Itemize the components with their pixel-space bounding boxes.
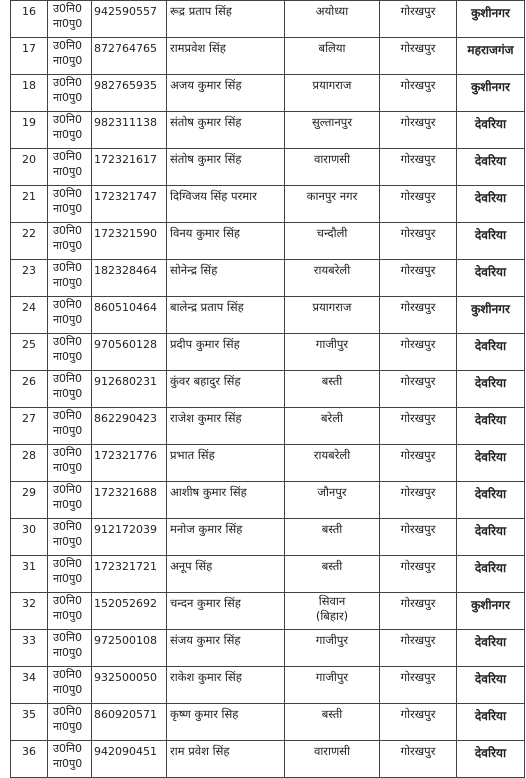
posted-district-cell: देवरिया: [457, 630, 525, 667]
rank-line-2: ना0पु0: [53, 350, 83, 363]
rank-cell: [48, 630, 92, 667]
name-cell: मनोज कुमार सिंह: [167, 519, 285, 556]
table-row: [11, 556, 525, 593]
home-district-cell: [285, 593, 380, 630]
pno-cell: 982765935: [92, 75, 167, 112]
zone-cell: गोरखपुर: [380, 593, 457, 630]
zone-cell: गोरखपुर: [380, 445, 457, 482]
posted-district-cell: महराजगंज: [457, 38, 525, 75]
rank-cell: [48, 112, 92, 149]
name-cell: प्रदीप कुमार सिंह: [167, 334, 285, 371]
table-row: [11, 482, 525, 519]
rank-cell: [48, 186, 92, 223]
home-district-cell: रायबरेली: [285, 260, 380, 297]
home-district-line-2: (बिहार): [315, 609, 349, 623]
rank-cell: [48, 75, 92, 112]
serial-number-cell: 30: [11, 519, 48, 556]
rank-line-2: ना0पु0: [53, 424, 83, 437]
serial-number-cell: 25: [11, 334, 48, 371]
rank-line-2: ना0पु0: [53, 461, 83, 474]
rank-cell: [48, 371, 92, 408]
pno-cell: 942590557: [92, 1, 167, 38]
rank-line-1: उ0नि0: [53, 557, 82, 570]
name-cell: राकेश कुमार सिंह: [167, 667, 285, 704]
home-district-cell: बस्ती: [285, 519, 380, 556]
zone-cell: गोरखपुर: [380, 75, 457, 112]
name-cell: अजय कुमार सिंह: [167, 75, 285, 112]
rank-line-2: ना0पु0: [53, 535, 83, 548]
name-cell: आशीष कुमार सिंह: [167, 482, 285, 519]
rank-line-2: ना0पु0: [53, 646, 83, 659]
home-district-cell: रायबरेली: [285, 445, 380, 482]
posted-district-cell: कुशीनगर: [457, 75, 525, 112]
posted-district-cell: देवरिया: [457, 704, 525, 741]
zone-cell: गोरखपुर: [380, 519, 457, 556]
rank-line-2: ना0पु0: [53, 276, 83, 289]
pno-cell: 172321617: [92, 149, 167, 186]
rank-line-1: उ0नि0: [53, 39, 82, 52]
rank-line-2: ना0पु0: [53, 91, 83, 104]
pno-cell: 972500108: [92, 630, 167, 667]
name-cell: संजय कुमार सिंह: [167, 630, 285, 667]
home-district-cell: सुल्तानपुर: [285, 112, 380, 149]
zone-cell: गोरखपुर: [380, 667, 457, 704]
zone-cell: गोरखपुर: [380, 334, 457, 371]
table-row: [11, 445, 525, 482]
rank-line-1: उ0नि0: [53, 298, 82, 311]
rank-line-1: उ0नि0: [53, 335, 82, 348]
rank-cell: [48, 149, 92, 186]
rank-line-2: ना0पु0: [53, 17, 83, 30]
posted-district-cell: देवरिया: [457, 334, 525, 371]
pno-cell: 172321721: [92, 556, 167, 593]
posted-district-cell: देवरिया: [457, 519, 525, 556]
table-row: [11, 630, 525, 667]
serial-number-cell: 29: [11, 482, 48, 519]
zone-cell: गोरखपुर: [380, 630, 457, 667]
name-cell: चन्दन कुमार सिंह: [167, 593, 285, 630]
zone-cell: गोरखपुर: [380, 38, 457, 75]
rank-line-1: उ0नि0: [53, 520, 82, 533]
serial-number-cell: 26: [11, 371, 48, 408]
serial-number-cell: 21: [11, 186, 48, 223]
home-district-cell: प्रयागराज: [285, 75, 380, 112]
serial-number-cell: 35: [11, 704, 48, 741]
posted-district-cell: कुशीनगर: [457, 1, 525, 38]
pno-cell: 860920571: [92, 704, 167, 741]
zone-cell: गोरखपुर: [380, 223, 457, 260]
rank-cell: [48, 408, 92, 445]
pno-cell: 860510464: [92, 297, 167, 334]
rank-cell: [48, 556, 92, 593]
rank-line-1: उ0नि0: [53, 668, 82, 681]
rank-cell: [48, 1, 92, 38]
table-row: [11, 704, 525, 741]
serial-number-cell: 24: [11, 297, 48, 334]
zone-cell: गोरखपुर: [380, 112, 457, 149]
transfer-list-table: [10, 0, 525, 778]
table-row: [11, 297, 525, 334]
home-district-cell: बस्ती: [285, 371, 380, 408]
posted-district-cell: देवरिया: [457, 149, 525, 186]
serial-number-cell: 16: [11, 1, 48, 38]
serial-number-cell: 23: [11, 260, 48, 297]
rank-cell: [48, 482, 92, 519]
table-row: [11, 408, 525, 445]
table-row: [11, 519, 525, 556]
rank-line-1: उ0नि0: [53, 483, 82, 496]
rank-line-1: उ0नि0: [53, 742, 82, 755]
posted-district-cell: देवरिया: [457, 741, 525, 778]
posted-district-cell: देवरिया: [457, 186, 525, 223]
rank-cell: [48, 704, 92, 741]
zone-cell: गोरखपुर: [380, 371, 457, 408]
name-cell: कुंवर बहादुर सिंह: [167, 371, 285, 408]
table-row: [11, 593, 525, 630]
rank-line-1: उ0नि0: [53, 2, 82, 15]
posted-district-cell: देवरिया: [457, 112, 525, 149]
table-row: [11, 38, 525, 75]
zone-cell: गोरखपुर: [380, 186, 457, 223]
posted-district-cell: देवरिया: [457, 667, 525, 704]
pno-cell: 982311138: [92, 112, 167, 149]
home-district-cell: बलिया: [285, 38, 380, 75]
pno-cell: 182328464: [92, 260, 167, 297]
rank-cell: [48, 519, 92, 556]
name-cell: प्रभात सिंह: [167, 445, 285, 482]
serial-number-cell: 19: [11, 112, 48, 149]
home-district-cell: कानपुर नगर: [285, 186, 380, 223]
table-row: [11, 112, 525, 149]
rank-line-1: उ0नि0: [53, 631, 82, 644]
rank-line-1: उ0नि0: [53, 187, 82, 200]
pno-cell: 942090451: [92, 741, 167, 778]
table-row: [11, 1, 525, 38]
posted-district-cell: देवरिया: [457, 260, 525, 297]
rank-line-2: ना0पु0: [53, 572, 83, 585]
pno-cell: 912172039: [92, 519, 167, 556]
rank-line-2: ना0पु0: [53, 609, 83, 622]
rank-cell: [48, 593, 92, 630]
pno-cell: 912680231: [92, 371, 167, 408]
posted-district-cell: देवरिया: [457, 556, 525, 593]
name-cell: दिग्विजय सिंह परमार: [167, 186, 285, 223]
home-district-cell: प्रयागराज: [285, 297, 380, 334]
rank-line-2: ना0पु0: [53, 313, 83, 326]
rank-line-2: ना0पु0: [53, 165, 83, 178]
rank-cell: [48, 297, 92, 334]
serial-number-cell: 18: [11, 75, 48, 112]
home-district-cell: अयोध्या: [285, 1, 380, 38]
transfer-list-sheet: [10, 0, 524, 778]
zone-cell: गोरखपुर: [380, 741, 457, 778]
table-row: [11, 741, 525, 778]
table-row: [11, 186, 525, 223]
rank-line-2: ना0पु0: [53, 239, 83, 252]
posted-district-cell: देवरिया: [457, 371, 525, 408]
pno-cell: 970560128: [92, 334, 167, 371]
pno-cell: 172321688: [92, 482, 167, 519]
table-body: [11, 1, 525, 778]
posted-district-cell: देवरिया: [457, 482, 525, 519]
rank-line-1: उ0नि0: [53, 261, 82, 274]
zone-cell: गोरखपुर: [380, 297, 457, 334]
zone-cell: गोरखपुर: [380, 556, 457, 593]
name-cell: राम प्रवेश सिंह: [167, 741, 285, 778]
home-district-cell: गाजीपुर: [285, 630, 380, 667]
rank-line-2: ना0पु0: [53, 128, 83, 141]
home-district-cell: बस्ती: [285, 556, 380, 593]
rank-line-1: उ0नि0: [53, 372, 82, 385]
table-row: [11, 75, 525, 112]
pno-cell: 172321590: [92, 223, 167, 260]
zone-cell: गोरखपुर: [380, 704, 457, 741]
serial-number-cell: 20: [11, 149, 48, 186]
zone-cell: गोरखपुर: [380, 408, 457, 445]
rank-line-2: ना0पु0: [53, 498, 83, 511]
rank-line-1: उ0नि0: [53, 224, 82, 237]
posted-district-cell: कुशीनगर: [457, 297, 525, 334]
zone-cell: गोरखपुर: [380, 149, 457, 186]
table-row: [11, 334, 525, 371]
serial-number-cell: 33: [11, 630, 48, 667]
serial-number-cell: 34: [11, 667, 48, 704]
rank-cell: [48, 445, 92, 482]
rank-cell: [48, 38, 92, 75]
rank-line-1: उ0नि0: [53, 409, 82, 422]
posted-district-cell: देवरिया: [457, 408, 525, 445]
rank-line-1: उ0नि0: [53, 113, 82, 126]
rank-line-2: ना0पु0: [53, 757, 83, 770]
rank-line-2: ना0पु0: [53, 54, 83, 67]
rank-line-2: ना0पु0: [53, 387, 83, 400]
home-district-cell: बस्ती: [285, 704, 380, 741]
serial-number-cell: 32: [11, 593, 48, 630]
home-district-line-1: सिवान: [318, 594, 346, 608]
name-cell: विनय कुमार सिंह: [167, 223, 285, 260]
name-cell: कृष्ण कुमार सिह: [167, 704, 285, 741]
serial-number-cell: 27: [11, 408, 48, 445]
rank-line-2: ना0पु0: [53, 202, 83, 215]
pno-cell: 932500050: [92, 667, 167, 704]
zone-cell: गोरखपुर: [380, 260, 457, 297]
zone-cell: गोरखपुर: [380, 1, 457, 38]
home-district-cell: चन्दौली: [285, 223, 380, 260]
rank-cell: [48, 667, 92, 704]
rank-cell: [48, 260, 92, 297]
pno-cell: 172321747: [92, 186, 167, 223]
serial-number-cell: 28: [11, 445, 48, 482]
table-row: [11, 223, 525, 260]
rank-line-2: ना0पु0: [53, 720, 83, 733]
name-cell: संतोष कुमार सिंह: [167, 149, 285, 186]
home-district-cell: वाराणसी: [285, 741, 380, 778]
zone-cell: गोरखपुर: [380, 482, 457, 519]
home-district-cell: जौनपुर: [285, 482, 380, 519]
rank-line-1: उ0नि0: [53, 594, 82, 607]
name-cell: बालेन्द्र प्रताप सिंह: [167, 297, 285, 334]
pno-cell: 862290423: [92, 408, 167, 445]
serial-number-cell: 31: [11, 556, 48, 593]
name-cell: राजेश कुमार सिंह: [167, 408, 285, 445]
serial-number-cell: 17: [11, 38, 48, 75]
home-district-cell: बरेली: [285, 408, 380, 445]
rank-line-1: उ0नि0: [53, 76, 82, 89]
posted-district-cell: देवरिया: [457, 445, 525, 482]
serial-number-cell: 22: [11, 223, 48, 260]
table-row: [11, 667, 525, 704]
rank-cell: [48, 223, 92, 260]
name-cell: अनूप सिंह: [167, 556, 285, 593]
name-cell: सोनेन्द्र सिंह: [167, 260, 285, 297]
rank-cell: [48, 741, 92, 778]
posted-district-cell: कुशीनगर: [457, 593, 525, 630]
pno-cell: 152052692: [92, 593, 167, 630]
name-cell: रूद्र प्रताप सिंह: [167, 1, 285, 38]
rank-line-1: उ0नि0: [53, 150, 82, 163]
home-district-cell: गाजीपुर: [285, 334, 380, 371]
rank-line-1: उ0नि0: [53, 705, 82, 718]
serial-number-cell: 36: [11, 741, 48, 778]
rank-line-2: ना0पु0: [53, 683, 83, 696]
table-row: [11, 260, 525, 297]
table-row: [11, 149, 525, 186]
rank-cell: [48, 334, 92, 371]
pno-cell: 172321776: [92, 445, 167, 482]
rank-line-1: उ0नि0: [53, 446, 82, 459]
name-cell: संतोष कुमार सिंह: [167, 112, 285, 149]
home-district-cell: वाराणसी: [285, 149, 380, 186]
home-district-cell: गाजीपुर: [285, 667, 380, 704]
posted-district-cell: देवरिया: [457, 223, 525, 260]
table-row: [11, 371, 525, 408]
pno-cell: 872764765: [92, 38, 167, 75]
name-cell: रामप्रवेश सिंह: [167, 38, 285, 75]
